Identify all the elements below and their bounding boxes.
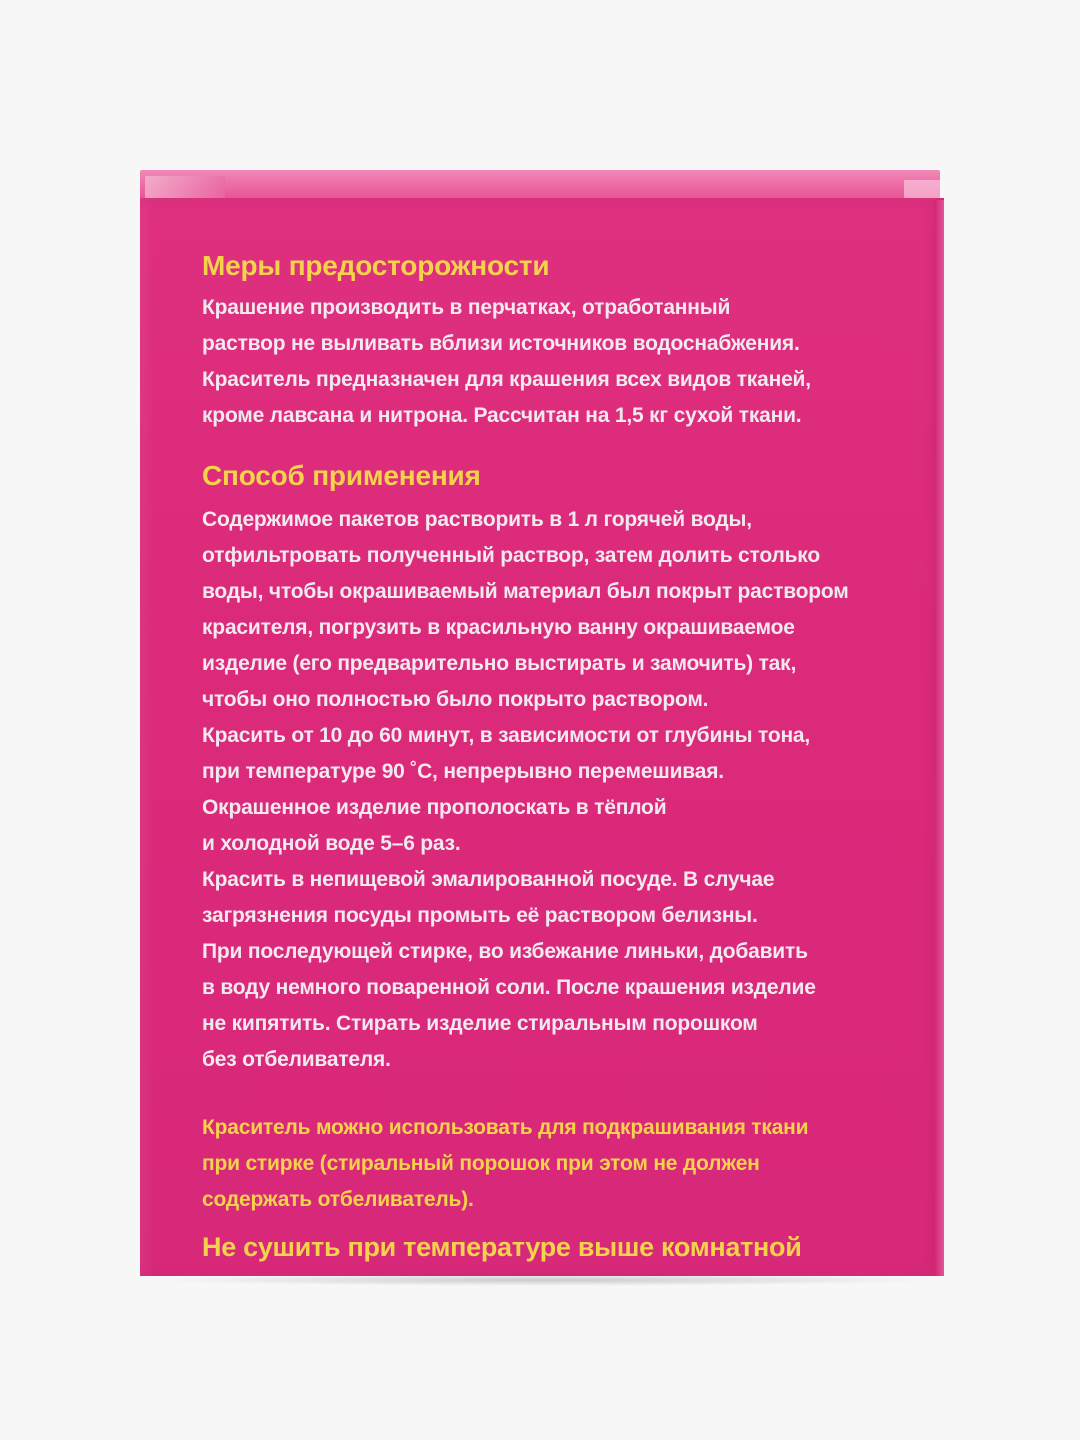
text-line: Красить в непищевой эмалированной посуде. В случае (202, 868, 775, 891)
box-top-corner (904, 180, 940, 200)
text-line: в воду немного поваренной соли. После крашения изделие (202, 976, 816, 999)
tinting-note (202, 1110, 902, 1218)
text-line: чтобы оно полностью было покрыто раствором. (202, 688, 709, 711)
usage-heading: Способ применения (202, 460, 481, 491)
text-line: При последующей стирке, во избежание линьки, добавить (202, 940, 808, 963)
usage-text (202, 502, 902, 1078)
drying-warning: Не сушить при температуре выше комнатной (202, 1232, 802, 1262)
note-line: содержать отбеливатель). (202, 1188, 474, 1211)
box-right-edge (934, 200, 944, 1276)
note-line: Краситель можно использовать для подкрашивания ткани (202, 1116, 809, 1139)
text-line: загрязнения посуды промыть её раствором белизны. (202, 904, 758, 927)
text-line: при температуре 90 ˚С, непрерывно перемешивая. (202, 760, 724, 783)
text-line: Краситель предназначен для крашения всех видов тканей, (202, 368, 811, 391)
text-line: красителя, погрузить в красильную ванну окрашиваемое (202, 616, 795, 639)
text-line: изделие (его предварительно выстирать и замочить) так, (202, 652, 797, 675)
text-line: отфильтровать полученный раствор, затем долить столько (202, 544, 820, 567)
text-line: Содержимое пакетов растворить в 1 л горячей воды, (202, 508, 752, 531)
precautions-heading: Меры предосторожности (202, 250, 550, 281)
precautions-text (202, 290, 902, 434)
text-line: без отбеливателя. (202, 1048, 391, 1071)
box-top-highlight (145, 176, 225, 198)
text-line: не кипятить. Стирать изделие стиральным порошком (202, 1012, 758, 1035)
text-line: Окрашенное изделие прополоскать в тёплой (202, 796, 667, 819)
text-line: воды, чтобы окрашиваемый материал был покрыт раствором (202, 580, 849, 603)
instructions-panel (202, 250, 902, 1263)
text-line: и холодной воде 5–6 раз. (202, 832, 461, 855)
text-line: раствор не выливать вблизи источников водоснабжения. (202, 332, 800, 355)
text-line: Крашение производить в перчатках, отработанный (202, 296, 731, 319)
box-shadow (150, 1274, 940, 1286)
note-line: при стирке (стиральный порошок при этом не должен (202, 1152, 760, 1175)
text-line: Красить от 10 до 60 минут, в зависимости от глубины тона, (202, 724, 811, 747)
text-line: кроме лавсана и нитрона. Рассчитан на 1,5 кг сухой ткани. (202, 404, 802, 427)
